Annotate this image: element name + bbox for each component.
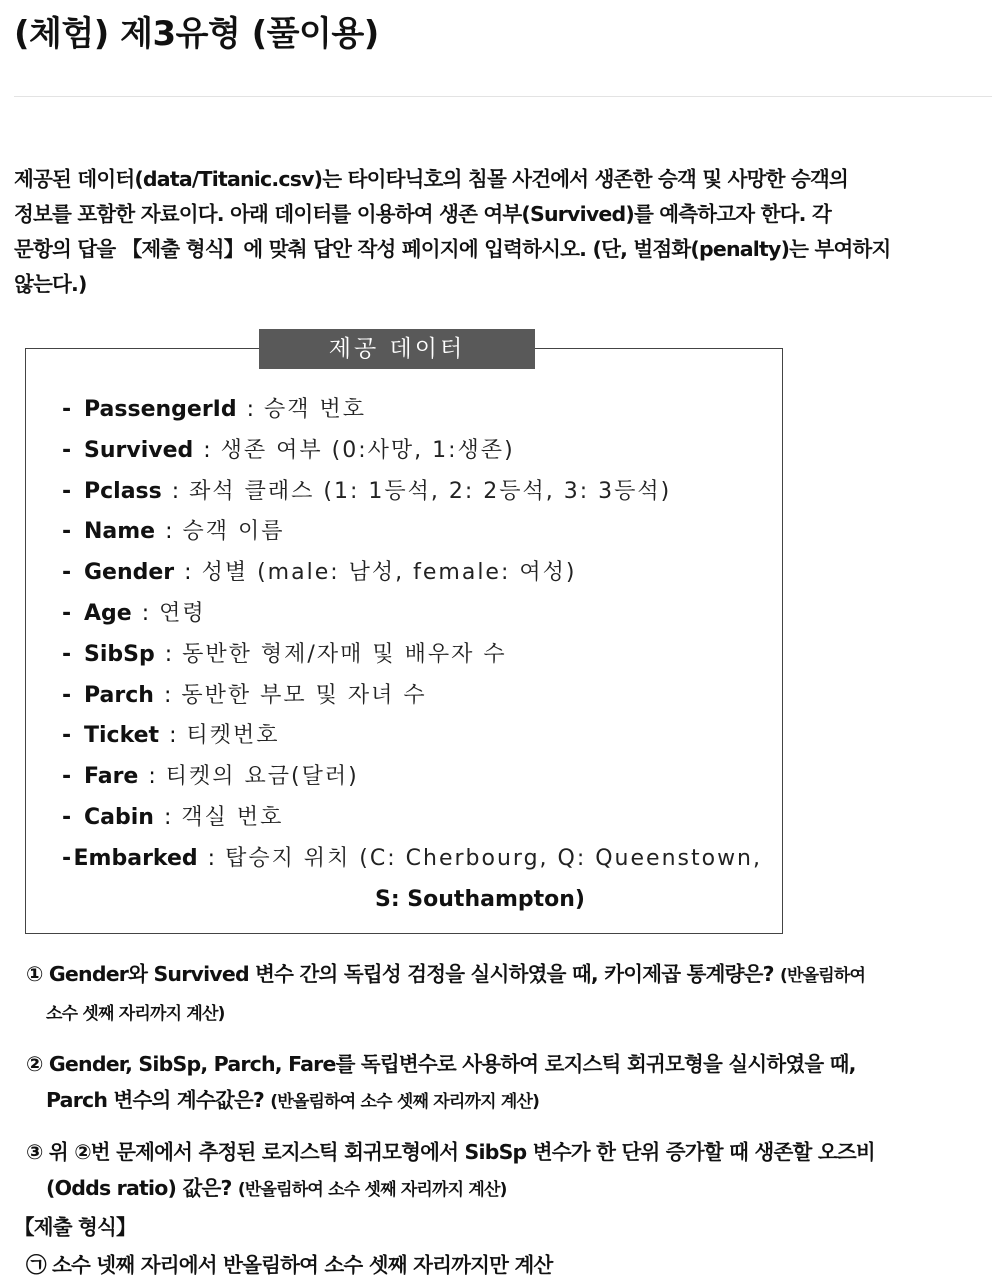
question-text: ③ 위 ②번 문제에서 추정된 로지스틱 회귀모형에서 SibSp 변수가 한 단위 증가할 때 생존할 오즈비 [26,1140,875,1164]
page-title: (체험) 제3유형 (풀이용) [14,14,379,54]
field-description: 동반한 부모 및 자녀 수 [181,682,427,708]
question-note: 소수 셋째 자리까지 계산) [46,1004,225,1024]
field-name: Embarked [73,845,198,871]
field-name: SibSp [84,641,155,667]
field-name: Ticket [84,723,160,749]
field-description: 티켓의 요금(달러) [165,764,359,790]
intro-line: 제공된 데이터(data/Titanic.csv)는 타이타닉호의 침몰 사건에서 생존한 승객 및 사망한 승객의 [14,167,849,191]
field-description: 좌석 클래스 (1: 1등석, 2: 2등석, 3: 3등석) [189,478,672,504]
question-note: (반올림하여 소수 셋째 자리까지 계산) [270,1092,540,1112]
field-item: - Ticket : 티켓번호 [62,716,762,757]
question-text: ② Gender, SibSp, Parch, Fare를 독립변수로 사용하여 로지스틱 회귀모형을 실시하였을 때, [26,1052,856,1076]
field-name: Parch [84,682,154,708]
field-item: - Pclass : 좌석 클래스 (1: 1등석, 2: 2등석, 3: 3등석) [62,472,762,513]
question-1 [26,956,986,1032]
field-item: - Gender : 성별 (male: 남성, female: 여성) [62,553,762,594]
question-note: (반올림하여 소수 셋째 자리까지 계산) [237,1180,507,1200]
field-name: Survived [84,437,194,463]
data-dictionary-label: 제공 데이터 [259,329,535,369]
field-item: - Name : 승객 이름 [62,512,762,553]
problem-description [14,162,989,302]
intro-line: 문항의 답을 【제출 형식】에 맞춰 답안 작성 페이지에 입력하시오. (단, 벌점화(penalty)는 부여하지 [14,237,891,261]
field-name: Name [84,519,156,545]
field-item: - SibSp : 동반한 형제/자매 및 배우자 수 [62,635,762,676]
field-description: 연령 [159,600,206,626]
field-description: 티켓번호 [186,723,280,749]
field-item: - Survived : 생존 여부 (0:사망, 1:생존) [62,431,762,472]
field-description: 객실 번호 [181,804,284,830]
field-item: - PassengerId : 승객 번호 [62,390,762,431]
question-text: Parch 변수의 계수값은? [46,1088,264,1112]
submission-format-title: 【제출 형식】 [14,1215,136,1239]
field-description: 생존 여부 (0:사망, 1:생존) [220,437,515,463]
question-list [26,956,986,1222]
field-item: - Fare : 티켓의 요금(달러) [62,757,762,798]
field-name: Pclass [84,478,162,504]
field-name: Age [84,600,132,626]
field-list [62,390,762,920]
field-item: - Cabin : 객실 번호 [62,798,762,839]
field-name: PassengerId [84,397,237,422]
field-description: 성별 (male: 남성, female: 여성) [201,560,577,586]
question-2 [26,1046,986,1120]
question-note: (반올림하여 [780,966,866,986]
field-description: 탑승지 위치 (C: Cherbourg, Q: Queenstown, [225,845,762,871]
field-description: 동반한 형제/자매 및 배우자 수 [182,641,507,667]
title-divider [14,96,992,97]
field-description: 승객 이름 [182,519,285,545]
intro-line: 않는다.) [14,272,87,296]
submission-rule: ㉠ 소수 넷째 자리에서 반올림하여 소수 셋째 자리까지만 계산 [26,1253,553,1277]
intro-line: 정보를 포함한 자료이다. 아래 데이터를 이용하여 생존 여부(Survived)를 예측하고자 한다. 각 [14,202,831,226]
question-3 [26,1134,986,1208]
field-name: Gender [84,560,175,586]
field-item: - Embarked : 탑승지 위치 (C: Cherbourg, Q: Queenstown, [62,839,762,880]
field-name: Cabin [84,804,154,830]
question-text: ① Gender와 Survived 변수 간의 독립성 검정을 실시하였을 때, 카이제곱 통계량은? [26,962,774,986]
field-name: Fare [84,764,139,790]
field-item: - Age : 연령 [62,594,762,635]
field-description: 승객 번호 [264,397,367,422]
field-description-continuation: S: Southampton) [375,886,585,912]
question-text: (Odds ratio) 값은? [46,1176,232,1200]
field-item: - Parch : 동반한 부모 및 자녀 수 [62,676,762,717]
